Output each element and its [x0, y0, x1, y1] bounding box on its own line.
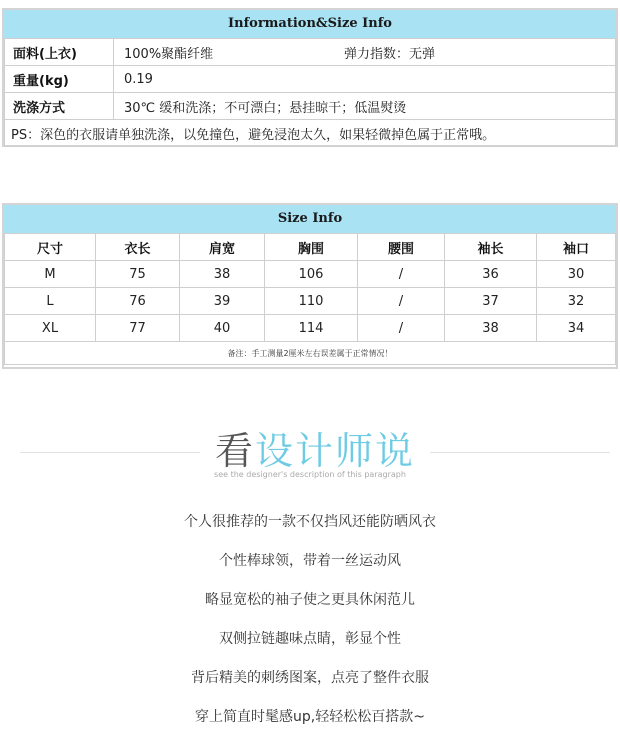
elasticity-value: 弹力指数：无弹: [334, 39, 616, 66]
table-cell: /: [358, 315, 445, 342]
information-table: [2, 8, 618, 147]
information-table-title: Information&Size Info: [4, 10, 616, 38]
information-grid: [4, 38, 616, 147]
header-cell: 尺寸: [5, 234, 96, 261]
table-cell: L: [5, 288, 96, 315]
header-cell: 肩宽: [180, 234, 265, 261]
table-row: [5, 288, 616, 315]
table-row: [5, 93, 616, 120]
table-cell: /: [358, 288, 445, 315]
header-cell: 衣长: [96, 234, 180, 261]
fabric-label: 面料(上衣): [5, 39, 114, 66]
weight-label: 重量(kg): [5, 66, 114, 93]
description-line: 个人很推荐的一款不仅挡风还能防晒风衣: [184, 514, 436, 530]
table-cell: M: [5, 261, 96, 288]
table-row: [5, 315, 616, 342]
header-cell: 袖口: [537, 234, 616, 261]
table-cell: 36: [445, 261, 537, 288]
table-cell: 32: [537, 288, 616, 315]
table-cell: XL: [5, 315, 96, 342]
table-cell: 77: [96, 315, 180, 342]
table-cell: 30: [537, 261, 616, 288]
table-cell: 114: [265, 315, 358, 342]
designer-title-main: 设计师说: [255, 429, 416, 473]
table-cell: 34: [537, 315, 616, 342]
designer-subtitle: see the designer's description of this paragraph: [214, 470, 406, 479]
ps-note: PS：深色的衣服请单独洗涤，以免撞色，避免浸泡太久，如果轻微掉色属于正常哦。: [5, 120, 616, 147]
table-cell: 38: [445, 315, 537, 342]
description-line: 背后精美的刺绣图案，点亮了整件衣服: [191, 670, 429, 686]
header-cell: 腰围: [358, 234, 445, 261]
divider: [20, 452, 200, 453]
description-line: 穿上简直时髦感up,轻轻松松百搭款~: [195, 709, 425, 725]
table-row: [5, 66, 616, 93]
table-row: [5, 342, 616, 365]
table-cell: 39: [180, 288, 265, 315]
table-row: [5, 39, 616, 66]
table-cell: 106: [265, 261, 358, 288]
size-table-title: Size Info: [4, 205, 616, 233]
table-cell: 40: [180, 315, 265, 342]
table-cell: /: [358, 261, 445, 288]
designer-description: [0, 510, 620, 744]
header-cell: 袖长: [445, 234, 537, 261]
size-grid: [4, 233, 616, 365]
table-cell: 38: [180, 261, 265, 288]
description-line: 略显宽松的袖子使之更具休闲范儿: [205, 592, 415, 608]
designer-section-header: [0, 420, 620, 480]
header-cell: 胸围: [265, 234, 358, 261]
washing-value: 30℃ 缓和洗涤；不可漂白；悬挂晾干；低温熨烫: [114, 93, 616, 120]
weight-value: 0.19: [114, 66, 616, 93]
table-cell: 75: [96, 261, 180, 288]
table-row: [5, 261, 616, 288]
size-note: 备注：手工测量2厘米左右误差属于正常情况！: [5, 342, 616, 365]
description-line: 个性棒球领，带着一丝运动风: [219, 553, 401, 569]
table-row: [5, 120, 616, 147]
description-line: 双侧拉链趣味点睛，彰显个性: [219, 631, 401, 647]
washing-label: 洗涤方式: [5, 93, 114, 120]
designer-title: [200, 420, 430, 475]
table-cell: 76: [96, 288, 180, 315]
fabric-value: 100%聚酯纤维: [114, 39, 335, 66]
designer-title-prefix: 看: [214, 429, 255, 473]
size-table: [2, 203, 618, 369]
table-cell: 37: [445, 288, 537, 315]
divider: [430, 452, 610, 453]
table-cell: 110: [265, 288, 358, 315]
table-header-row: [5, 234, 616, 261]
